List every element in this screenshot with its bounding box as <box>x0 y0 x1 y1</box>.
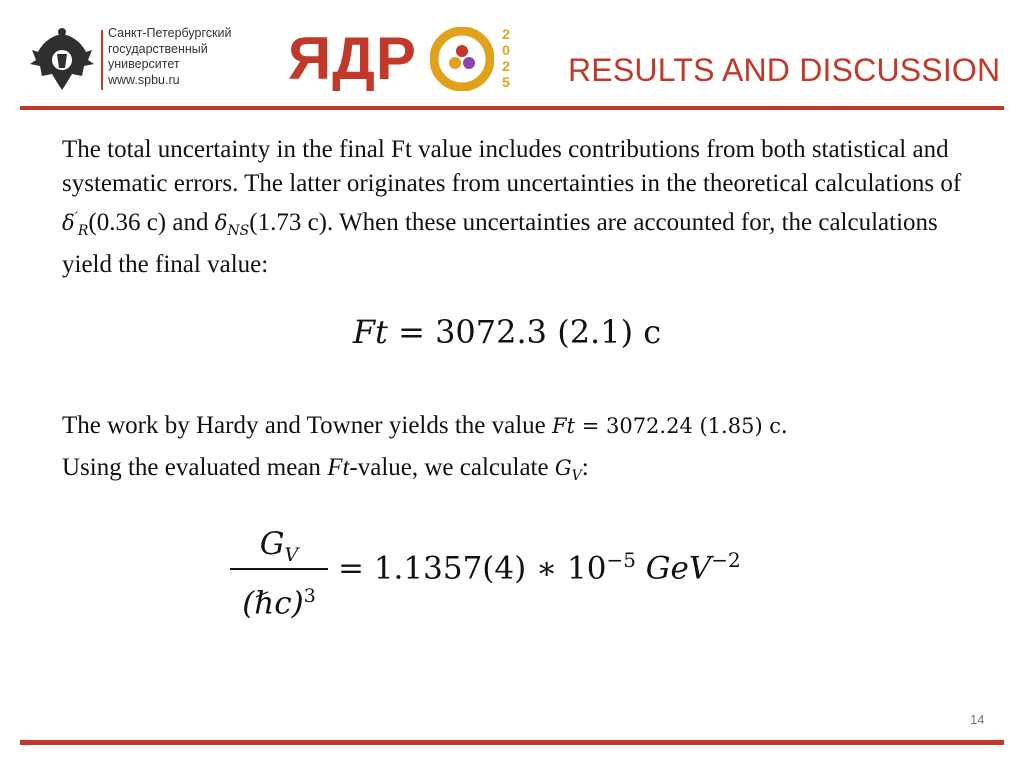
para2-text: : <box>581 454 589 481</box>
gv-unit-exponent: −2 <box>711 548 741 572</box>
para1-text: . When these uncertainties are accounted for, the calculations yield the final value: <box>62 209 938 279</box>
ft-symbol: Ft <box>552 414 576 438</box>
equation-gv-fraction <box>230 522 328 620</box>
year-digit: 2 <box>502 58 510 74</box>
para2-text: -value, we calculate <box>349 454 555 481</box>
para2-text: . <box>781 412 788 439</box>
university-website: www.spbu.ru <box>108 72 180 87</box>
para2-text: The work by Hardy and Towner yields the value <box>62 412 553 439</box>
delta-r-value: (0.36 c) <box>88 209 167 236</box>
year-digit: 2 <box>502 26 510 42</box>
year-digit: 0 <box>502 42 510 58</box>
para1-text: The total uncertainty in the final Ft value includes contributions from both statistical and systematic errors. The latter originates from uncertainties in the theoretical calculations of <box>62 136 962 197</box>
eq1-lhs: Ft <box>352 313 388 351</box>
equation-ft-final <box>0 313 1014 351</box>
fraction-denominator: (ℏc)$^3$ <box>242 585 316 622</box>
university-name <box>108 26 231 88</box>
page-number: 14 <box>970 712 985 727</box>
conference-year <box>498 26 514 90</box>
gv-symbol: $G_V$ <box>554 456 582 485</box>
para1-text: and <box>166 209 215 236</box>
conference-logo-text: ЯДР <box>288 25 417 92</box>
university-line: государственный <box>108 41 208 56</box>
year-digit: 5 <box>502 74 510 90</box>
gv-value: = 1.1357(4) ∗ 10 <box>338 550 607 587</box>
spbu-emblem-icon <box>28 26 96 96</box>
delta-r-symbol: $\delta'_R$ <box>62 210 89 240</box>
fraction-bar <box>230 568 328 570</box>
para2-line-1 <box>62 405 962 447</box>
ft-italic: Ft <box>327 454 350 481</box>
eq1-rhs: = 3072.3 (2.1) c <box>387 313 662 351</box>
university-line: университет <box>108 57 180 71</box>
delta-ns-symbol: $\delta_{NS}$ <box>214 211 250 240</box>
slide-title: RESULTS AND DISCUSSION <box>568 52 1001 88</box>
para2-line-2 <box>62 447 962 497</box>
paragraph-uncertainty <box>62 133 962 282</box>
header-rule <box>20 106 1004 110</box>
conference-logo-atom-icon <box>430 27 494 91</box>
equation-gv-rhs <box>338 548 741 586</box>
university-line: Санкт-Петербургский <box>108 26 232 40</box>
para2-text: Using the evaluated mean <box>62 454 328 481</box>
gv-exponent: −5 <box>606 548 636 572</box>
delta-ns-value: (1.73 c) <box>249 209 327 236</box>
header-divider <box>101 30 103 90</box>
footer-rule <box>20 740 1004 745</box>
hardy-towner-value: = 3072.24 (1.85) c <box>575 414 782 438</box>
fraction-numerator: $G_V$ <box>259 526 299 567</box>
paragraph-hardy-towner <box>62 405 962 497</box>
gv-unit: GeV <box>645 550 712 587</box>
